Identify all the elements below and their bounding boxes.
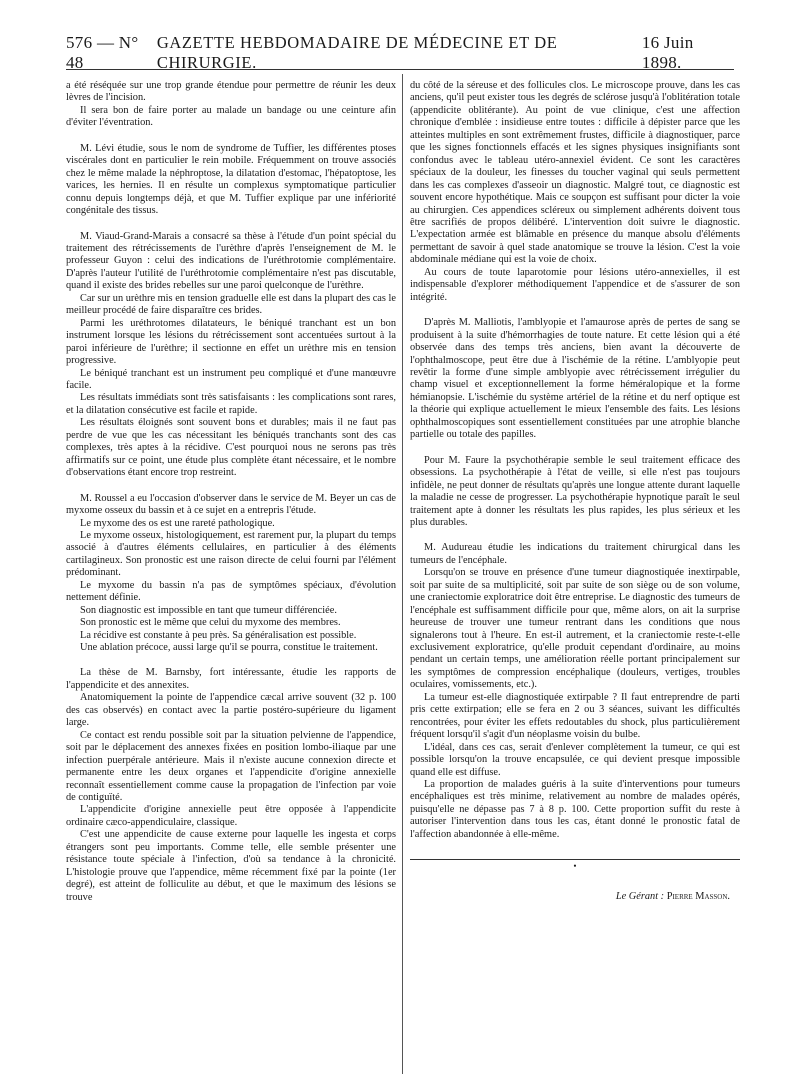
column-divider bbox=[402, 74, 403, 1074]
paragraph: Anatomiquement la pointe de l'appendice cæcal arrive souvent (32 p. 100 des cas observés) en contact avec la partie postéro-supérieure du ligament large. bbox=[66, 692, 396, 729]
paragraph: Le béniqué tranchant est un instrument peu compliqué et d'une manœuvre facile. bbox=[66, 367, 396, 391]
paragraph: La proportion de malades guéris à la suite d'interventions pour tumeurs encéphaliques est très minime, relativement au nombre de malades opérés, puisqu'elle ne dépasse pas 7 à 8 p. 100. Cette proportion suffit du reste à autoriser l'intervention dans tous les cas, étant donné le pronostic fatal de l'affection abandonnée à elle-même. bbox=[410, 779, 740, 840]
paragraph: a été réséquée sur une trop grande étendue pour permettre de réunir les deux lèvres de l'incision. bbox=[66, 80, 396, 104]
signature-label: Le Gérant : bbox=[615, 891, 665, 903]
paragraph: Le myxome osseux, histologiquement, est rarement pur, la plupart du temps associé à d'autres éléments cellulaires, en particulier à des éléments cartilagineux. Son pronostic est une raison directe de celui fourni par l'élément prédominant. bbox=[66, 529, 396, 579]
paragraph: La tumeur est-elle diagnostiquée extirpable ? Il faut entreprendre de parti pris cette extirpation; elle se fera en 2 ou 3 séances, suivant les difficultés rencontrées, pour éviter les effets redoutables du shock, plus particulièrement fréquent lorsqu'il s'agit d'un néoplasme voisin du bulbe. bbox=[410, 691, 740, 741]
paragraph: Son diagnostic est impossible en tant que tumeur différenciée. bbox=[80, 604, 337, 616]
paragraph: Le myxome du bassin n'a pas de symptômes spéciaux, d'évolution nettement définie. bbox=[66, 579, 396, 604]
page-number: 576 — N° 48 bbox=[66, 33, 139, 72]
paragraph: Pour M. Faure la psychothérapie semble le seul traitement efficace des obsessions. La psychothérapie à l'état de veille, si elle n'est pas toujours infidèle, ne peut donner de résultats qu'après une longue attente durant laquelle la maladie ne cesse de progresser. La psychothérapie hypnotique paraît le seul traitement apte à donner les résultats les plus rapides, les plus sérieux et les plus durables. bbox=[410, 454, 740, 528]
paragraph: Parmi les uréthrotomes dilatateurs, le béniqué tranchant est un bon instrument lorsque les lésions du rétrécissement sont accentuées surtout à la paroi inférieure de l'urèthre; il sectionne en effet un urèthre mis en tension progressive. bbox=[66, 317, 396, 367]
paragraph: Les résultats éloignés sont souvent bons et durables; mais il ne faut pas perdre de vue que les cas nécessitant les béniqués tranchants sont des cas complexes, très aptes à la récidive. C'est pourquoi nous ne serons pas très affirmatifs sur ce point, une étude plus complète étant nécessaire, et le nombre d'observations étant encore trop restreint. bbox=[66, 417, 396, 479]
paragraph: Les résultats immédiats sont très satisfaisants : les complications sont rares, et la dilatation consécutive est facile et rapide. bbox=[66, 392, 396, 416]
paragraph: C'est une appendicite de cause externe pour laquelle les ingesta et corps étrangers sont peu importants. Comme telle, elle semble présenter une résistance toute spéciale à l'infection, d'où sa tendance à la chronicité. L'histologie prouve que l'appendice, même récemment fixé par la pointe (1er degré), est atteint de folliculite au début, et que le maximum des lésions se trouve bbox=[66, 829, 396, 903]
issue-date: 16 Juin 1898. bbox=[641, 33, 694, 72]
paragraph: M. Audureau étudie les indications du traitement chirurgical dans les tumeurs de l'encéphale. bbox=[410, 542, 740, 566]
paragraph: Son pronostic est le même que celui du myxome des membres. bbox=[80, 617, 341, 629]
running-header bbox=[66, 33, 734, 72]
paragraph: La récidive est constante à peu près. Sa généralisation est possible. bbox=[80, 629, 357, 641]
paragraph: Il sera bon de faire porter au malade un bandage ou une ceinture afin d'éviter l'éventration. bbox=[66, 104, 396, 129]
left-column bbox=[66, 80, 396, 904]
paragraph: Au cours de toute laparotomie pour lésions utéro-annexielles, il est indispensable d'explorer méthodiquement l'appendice et de s'assurer de son intégrité. bbox=[410, 266, 740, 303]
paragraph: M. Viaud-Grand-Marais a consacré sa thèse à l'étude d'un point spécial du traitement des rétrécissements de l'urèthre d'après l'enseignement de M. le professeur Guyon : celui des indications de l'uréthrotomie complémentaire. D'après l'auteur l'utilité de l'uréthrotomie complémentaire n'est pas discutable, quand il existe des brides rebelles sur une paroi quelconque de l'urèthre. bbox=[66, 230, 396, 292]
paragraph: du côté de la séreuse et des follicules clos. Le microscope prouve, dans les cas anciens, qu'il peut exister tous les degrés de sclérose jusqu'à l'oblitération totale (appendicite oblitérante). Au point de vue clinique, c'est une affection chronique d'emblée : insidieuse entre toutes : difficile à dépister parce que les atteintes multiples en sont extrêmement frustes, difficile à diagnostiquer, parce que les signes fonctionnels effacés et les signes physiques insignifiants sont confondus avec le tableau utéro-annexiel évident. Ce sont les caractères spéciaux de la douleur, les finesses du toucher vaginal qui seuls permettent dans les cas complexes d'asseoir un diagnostic. Malgré tout, ce diagnostic est souvent encore hypothétique. Mais ce soupçon est suffisant pour dicter la voie au chirurgien. Ces appendices scléreux ou simplement adhérents doivent tous être sacrifiés de propos délibéré. L'intervention doit suivre le diagnostic. L'expectation armée est blâmable en présence du manque absolu d'éléments permettant de savoir à quel stade anatomique se trouve la lésion. C'est la voie abdominale médiane qui est la voie de choix. bbox=[410, 80, 740, 266]
signature-name: Pierre Masson. bbox=[666, 891, 730, 903]
signature bbox=[410, 891, 740, 903]
paragraph: Ce contact est rendu possible soit par la situation pelvienne de l'appendice, soit par le déplacement des annexes fixées en position lombo-iliaque par une infection puerpérale antérieure. Mais il n'existe aucune connexion directe et permanente entre les deux organes et l'appendicite d'origine annexielle reconnaît essentiellement comme cause la propagation de l'infection par voie de contiguïté. bbox=[66, 729, 396, 804]
paragraph: D'après M. Malliotis, l'amblyopie et l'amaurose après de pertes de sang se produisent à la suite d'hémorrhagies de toute nature. Et cette lésion qui a été observée dans des temps très anciens, bien avant la découverte de l'ophthalmoscope, peut être due à l'ischémie de la rétine. L'amblyopie peut revêtir la forme d'une simple amblyopie avec rétrécissement irrégulier du champ visuel et exceptionnellement la forme héméralopique et la forme hémianopsie. L'ischémie du système artériel de la rétine et du nerf optique est la théorie qui explique actuellement le mieux l'ensemble des faits. Les lésions ophthalmoscopiques sont essentiellement constituées par une atrophie blanche partielle ou totale des papilles. bbox=[410, 317, 740, 441]
paragraph: Car sur un urèthre mis en tension graduelle elle est dans la plupart des cas le meilleur procédé de faire disparaître ces brides. bbox=[66, 292, 396, 317]
journal-title: GAZETTE HEBDOMADAIRE DE MÉDECINE ET DE CHIRURGIE. bbox=[156, 33, 558, 72]
ornament-dot: • bbox=[573, 861, 577, 872]
paragraph: La thèse de M. Barnsby, fort intéressante, étudie les rapports de l'appendicite et des annexites. bbox=[66, 667, 396, 691]
paragraph: M. Lévi étudie, sous le nom de syndrome de Tuffier, les différentes ptoses viscérales dont en particulier le rein mobile. Fréquemment on trouve associés chez le même malade la néphroptose, la dilatation d'estomac, l'hépatoptose, les varices, les hernies. Il en résulte un complexus symptomatique particulier connu depuis longtemps déjà, et que M. Tuffier explique par une infériorité congénitale des tissus. bbox=[66, 142, 396, 217]
header-rule bbox=[66, 69, 734, 70]
paragraph: Une ablation précoce, aussi large qu'il se pourra, constitue le traitement. bbox=[80, 642, 378, 654]
paragraph: M. Roussel a eu l'occasion d'observer dans le service de M. Beyer un cas de myxome osseux du bassin et à ce sujet en a entrepris l'étude. bbox=[66, 492, 396, 517]
end-rule bbox=[410, 859, 740, 860]
paragraph: Lorsqu'on se trouve en présence d'une tumeur diagnostiquée inextirpable, soit par suite de sa multiplicité, soit par suite de son siège ou de son volume, une craniectomie exploratrice doit être entreprise. Le diagnostic des tumeurs de l'encéphale est suffisamment difficile pour que, même alors, on ait la surprise heureuse de trouver une tumeur rentrant dans les conditions que nous signalerons tout à l'heure. En est-il autrement, et la craniectomie reste-t-elle exclusivement exploratrice, qu'elle produit cependant d'ordinaire, au moins pendant un certain temps, une amélioration réelle portant principalement sur les symptômes de compression encéphalique (douleurs, vertiges, troubles oculaires, vomissements, etc.). bbox=[410, 567, 740, 691]
paragraph: Le myxome des os est une rareté pathologique. bbox=[80, 517, 275, 529]
paragraph: L'appendicite d'origine annexielle peut être opposée à l'appendicite ordinaire cæco-appendiculaire, classique. bbox=[66, 804, 396, 828]
paragraph: L'idéal, dans ces cas, serait d'enlever complètement la tumeur, ce qui est possible lorsqu'on la trouve encapsulée, ce qui devient presque impossible quand elle est diffuse. bbox=[410, 741, 740, 778]
right-column bbox=[410, 80, 740, 904]
